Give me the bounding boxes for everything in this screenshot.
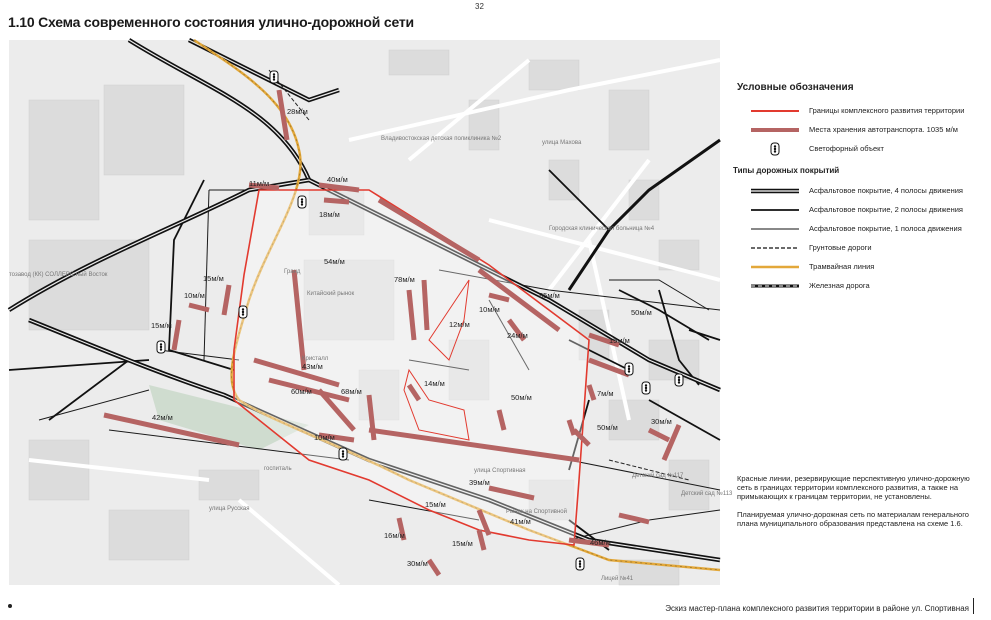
road-2-lanes-symbol — [751, 203, 799, 217]
parking-label: 39м/м — [469, 478, 490, 487]
legend-item-traffic-light — [737, 139, 987, 158]
place-label: Детский сад №117 — [632, 473, 684, 479]
parking-label: 50м/м — [631, 308, 652, 317]
legend-item-road-2 — [737, 200, 987, 219]
page-number: 32 — [475, 2, 484, 11]
legend-item-parking — [737, 120, 987, 139]
place-label: тозавод (КК) СОЛЛЕРС ный Восток — [9, 272, 108, 278]
traffic-light-icon — [157, 341, 165, 353]
parking-label: 54м/м — [324, 257, 345, 266]
parking-label: 28м/м — [287, 107, 308, 116]
footer-divider — [973, 598, 974, 614]
railway-symbol — [751, 279, 799, 293]
map-legend — [733, 82, 987, 295]
parking-label: 10м/м — [479, 305, 500, 314]
traffic-light-icon — [576, 558, 584, 570]
legend-label: Трамвайная линия — [809, 261, 875, 271]
traffic-light-icon — [270, 71, 278, 83]
legend-label: Грунтовые дороги — [809, 242, 872, 252]
legend-label: Границы комплексного развития территории — [809, 105, 965, 115]
parking-label: 43м/м — [302, 362, 323, 371]
legend-label: Железная дорога — [809, 280, 870, 290]
traffic-light-icon — [625, 363, 633, 375]
parking-label: 16м/м — [384, 531, 405, 540]
parking-label: 46м/м — [590, 538, 611, 547]
traffic-light-icon — [339, 448, 347, 460]
parking-label: 68м/м — [341, 387, 362, 396]
legend-label: Светофорный объект — [809, 143, 884, 153]
parking-label: 30м/м — [407, 559, 428, 568]
road-network-map — [9, 40, 733, 585]
parking-label: 10м/м — [184, 291, 205, 300]
parking-label: 60м/м — [291, 387, 312, 396]
place-label: Детский сад №113 — [681, 491, 733, 497]
page-title: 1.10 Схема современного состояния улично-дорожной сети — [8, 14, 414, 30]
place-label: Владивостокская детская поликлиника №2 — [381, 136, 502, 142]
map-canvas — [9, 40, 733, 585]
place-label: Гранд — [284, 269, 301, 275]
legend-heading: Условные обозначения — [737, 82, 854, 93]
road-1-lane-symbol — [751, 222, 799, 236]
legend-label: Асфальтовое покрытие, 1 полоса движения — [809, 223, 962, 233]
parking-label: 10м/м — [314, 433, 335, 442]
traffic-light-icon — [642, 382, 650, 394]
tram-line-symbol — [751, 260, 799, 274]
parking-label: 85м/м — [539, 291, 560, 300]
parking-label: 7м/м — [597, 389, 614, 398]
legend-label: Места хранения автотранспорта. 1035 м/м — [809, 124, 958, 134]
parking-label: 78м/м — [394, 275, 415, 284]
parking-label: 30м/м — [651, 417, 672, 426]
place-label: госпиталь — [264, 466, 292, 472]
parking-bar-symbol — [751, 123, 799, 137]
place-label: улица Русская — [209, 506, 250, 512]
parking-label: 50м/м — [511, 393, 532, 402]
legend-item-tram — [737, 257, 987, 276]
legend-item-dirt — [737, 238, 987, 257]
traffic-light-icon — [751, 142, 799, 156]
boundary-line-symbol — [751, 104, 799, 118]
parking-label: 18м/м — [319, 210, 340, 219]
place-label: Кристалл — [302, 356, 329, 362]
footer-text: Эскиз мастер-плана комплексного развития территории в районе ул. Спортивная — [665, 604, 969, 613]
place-label: Китайский рынок — [307, 291, 355, 297]
legend-item-railway — [737, 276, 987, 295]
parking-label: 24м/м — [507, 331, 528, 340]
parking-label: 12м/м — [449, 320, 470, 329]
place-label: Рынок на Спортивной — [506, 509, 567, 515]
traffic-light-icon — [298, 196, 306, 208]
parking-label: 15м/м — [203, 274, 224, 283]
place-label: улица Спортивная — [474, 468, 526, 474]
parking-label: 11м/м — [249, 179, 270, 188]
place-label: Городская клиническая больница №4 — [549, 226, 655, 232]
place-label: улица Махова — [542, 140, 582, 146]
legend-label: Асфальтовое покрытие, 2 полосы движения — [809, 204, 963, 214]
note-paragraph: Красные линии, резервирующие перспективную улично-дорожную сеть в границах территории комплексного развития, а также на примыкающих к границам территории, не установлены. — [737, 474, 970, 501]
parking-label: 15м/м — [425, 500, 446, 509]
parking-label: 42м/м — [152, 413, 173, 422]
note-paragraph: Планируемая улично-дорожная сеть по материалам генерального плана муниципального образования представлена на схеме 1.6. — [737, 510, 969, 528]
road-4-lanes-symbol — [751, 184, 799, 198]
parking-label: 15м/м — [151, 321, 172, 330]
parking-label: 50м/м — [597, 423, 618, 432]
legend-item-road-1 — [737, 219, 987, 238]
notes — [737, 474, 982, 537]
parking-label: 15м/м — [452, 539, 473, 548]
parking-label: 41м/м — [510, 517, 531, 526]
parking-label: 40м/м — [327, 175, 348, 184]
legend-label: Асфальтовое покрытие, 4 полосы движения — [809, 185, 963, 195]
legend-item-road-4 — [737, 181, 987, 200]
road-types-heading: Типы дорожных покрытий — [733, 166, 840, 175]
parking-label: 15м/м — [609, 336, 630, 345]
place-label: Лицей №41 — [601, 576, 634, 582]
dirt-road-symbol — [751, 241, 799, 255]
parking-label: 14м/м — [424, 379, 445, 388]
traffic-light-icon — [675, 374, 683, 386]
legend-item-boundary — [737, 101, 987, 120]
footer-bullet — [8, 604, 12, 608]
traffic-light-icon — [239, 306, 247, 318]
